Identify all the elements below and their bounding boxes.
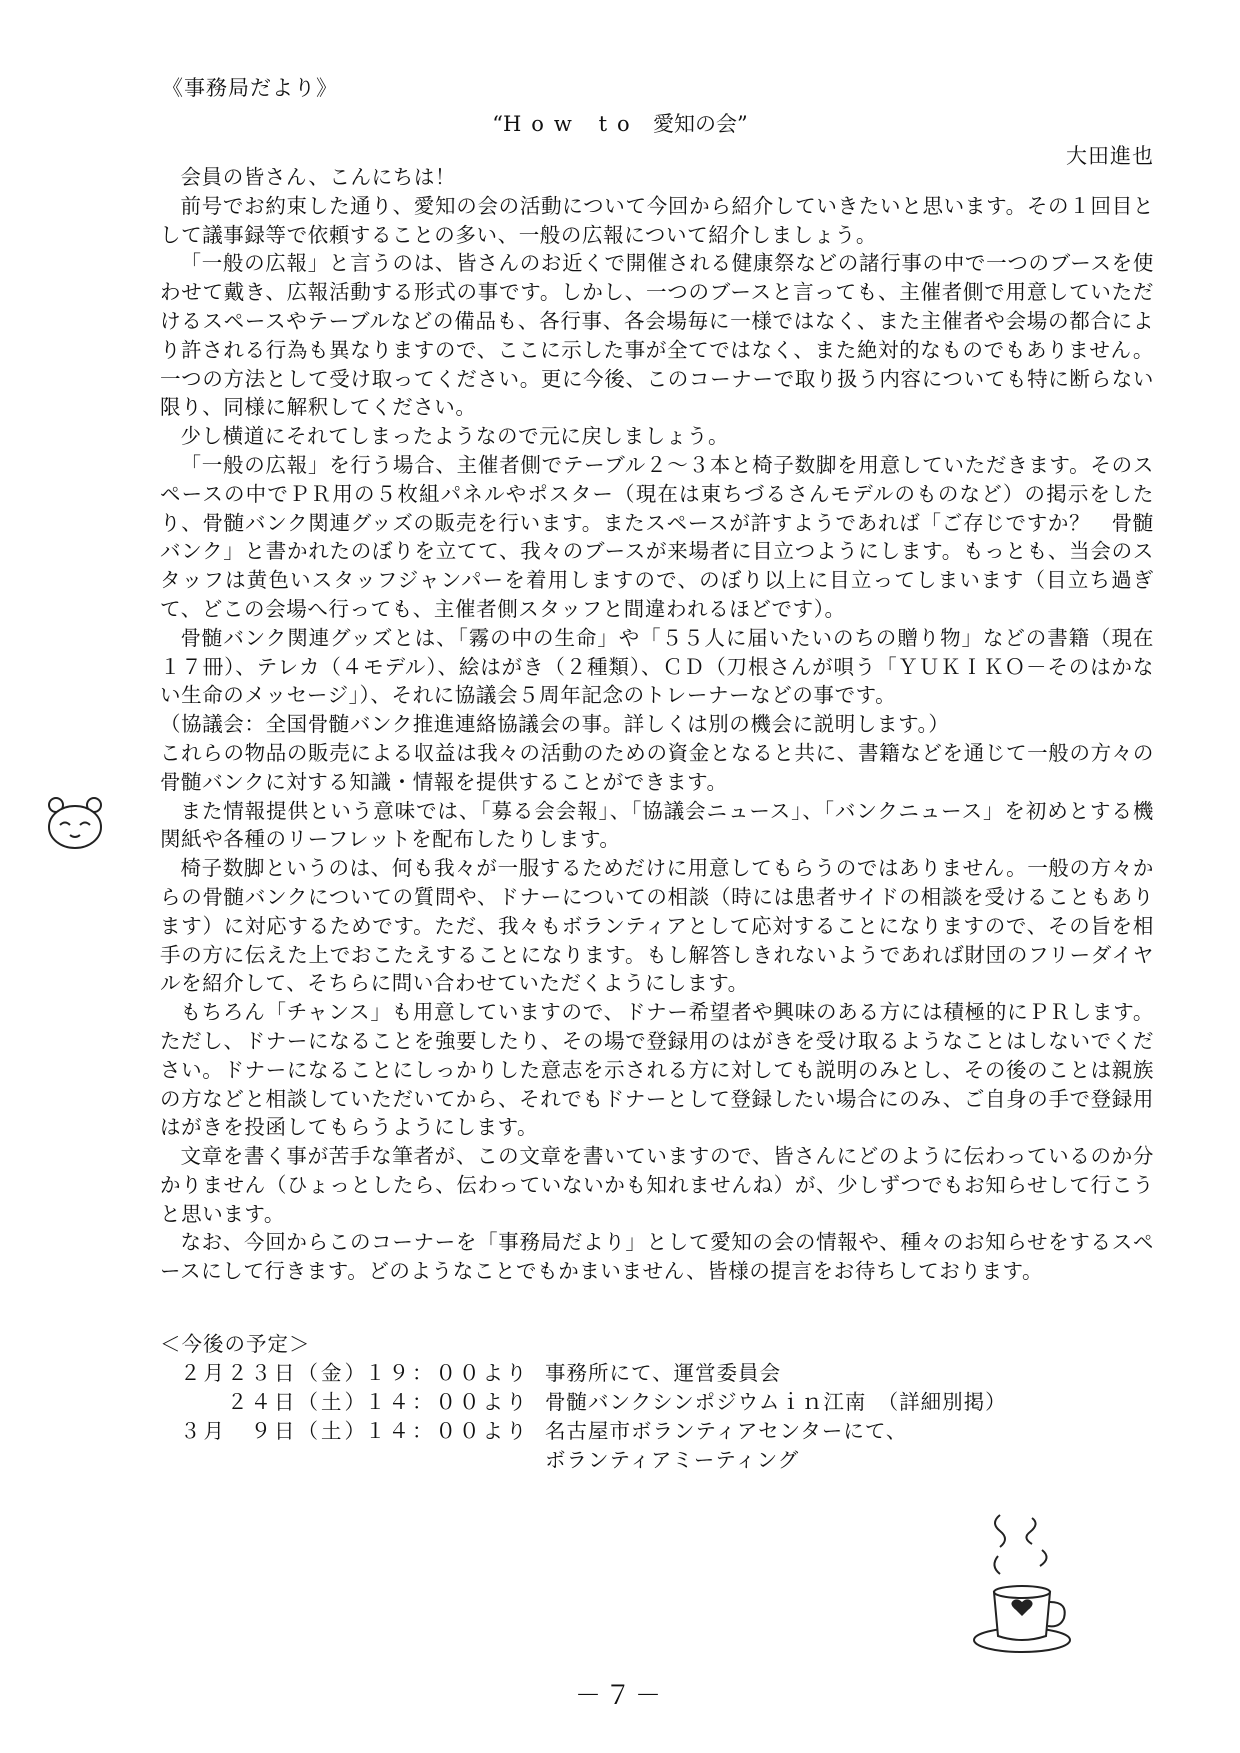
schedule-row: [160, 1417, 1007, 1446]
schedule-row: [160, 1446, 1007, 1475]
paragraph: 椅子数脚というのは、何も我々が一服するためだけに用意してもらうのではありません。一般の方々からの骨髄バンクについての質問や、ドナーについての相談（時には患者サイドの相談を受けることもあります）に対応するためです。ただ、我々もボランティアとして応対することになりますので、その旨を相手の方に伝えた上でおこたえすることになります。もし解答しきれないようであれば財団のフリーダイヤルを紹介して、そちらに問い合わせていただくようにします。: [160, 856, 1154, 996]
paragraph: 「一般の広報」と言うのは、皆さんのお近くで開催される健康祭などの諸行事の中で一つのブースを使わせて戴き、広報活動する形式の事です。しかし、一つのブースと言っても、主催者側で用意していただけるスペースやテーブルなどの備品も、各行事、各会場毎に一様ではなく、また主催者や会場の都合により許される行為も異なりますので、ここに示した事が全てではなく、また絶対的なものでもありません。一つの方法として受け取ってください。更に今後、このコーナーで取り扱う内容についても特に断らない限り、同様に解釈してください。: [160, 251, 1154, 420]
schedule-date: ２月２３日（金）: [180, 1361, 368, 1385]
article-title: [0, 108, 1240, 138]
schedule-description: 事務所にて、運営委員会: [545, 1361, 782, 1385]
title-open-quote: “: [492, 112, 503, 136]
paragraph: 「一般の広報」を行う場合、主催者側でテーブル２～３本と椅子数脚を用意していただきます。そのスペースの中でＰＲ用の５枚組パネルやポスター（現在は東ちづるさんモデルのものなど）の掲示をしたり、骨髄バンク関連グッズの販売を行います。またスペースが許すようであれば「ご存じですか？ 骨髄バンク」と書かれたのぼりを立てて、我々のブースが来場者に目立つようにします。もっとも、当会のスタッフは黄色いスタッフジャンパーを着用しますので、のぼり以上に目立ってしまいます（目立ち過ぎて、どこの会場へ行っても、主催者側スタッフと間違われるほどです）。: [160, 452, 1154, 621]
paragraph: もちろん「チャンス」も用意していますので、ドナー希望者や興味のある方には積極的にＰＲします。ただし、ドナーになることを強要したり、その場で登録用のはがきを受け取るようなことはしないでください。ドナーになることにしっかりした意志を示される方に対しても説明のみとし、その後のことは親族の方などと相談していただいてから、それでもドナーとして登録したい場合にのみ、ご自身の手で登録用はがきを投函してもらうようにします。: [160, 1000, 1154, 1140]
schedule-section: [160, 1330, 1007, 1475]
schedule-time: [365, 1446, 545, 1475]
title-english: How to: [502, 112, 640, 136]
schedule-date: ３月 ９日（土）: [180, 1419, 368, 1443]
schedule-description: ボランティアミーティング: [545, 1448, 800, 1472]
schedule-row: [160, 1388, 1007, 1417]
paragraph: また情報提供という意味では、「募る会会報」、「協議会ニュース」、「バンクニュース」を初めとする機関紙や各種のリーフレットを配布したりします。: [160, 798, 1154, 852]
article-body: [160, 163, 1154, 1286]
coffee-cup-doodle-icon: [960, 1510, 1090, 1660]
schedule-time: １４：００より: [365, 1390, 530, 1414]
schedule-date: ２４日（土）: [180, 1390, 368, 1414]
paragraph-greeting: 会員の皆さん、こんにちは！: [180, 165, 457, 189]
schedule-description: 骨髄バンクシンポジウムｉｎ江南 （詳細別掲）: [545, 1390, 1007, 1414]
paragraph: これらの物品の販売による収益は我々の活動のための資金となると共に、書籍などを通じて一般の方々の骨髄バンクに対する知識・情報を提供することができます。: [160, 740, 1154, 794]
schedule-time: １４：００より: [365, 1419, 530, 1443]
paragraph: 前号でお約束した通り、愛知の会の活動について今回から紹介していきたいと思います。その１回目として議事録等で依頼することの多い、一般の広報について紹介しましょう。: [160, 193, 1154, 247]
schedule-time: １９：００より: [365, 1361, 530, 1385]
author-name: 大田進也: [1066, 144, 1154, 168]
paragraph-note: （協議会：全国骨髄バンク推進連絡協議会の事。詳しくは別の機会に説明します。）: [160, 712, 950, 737]
paragraph: 骨髄バンク関連グッズとは、「霧の中の生命」や「５５人に届いたいのちの贈り物」などの書籍（現在１７冊）、テレカ（４モデル）、絵はがき（２種類）、ＣＤ（刀根さんが唄う「ＹＵＫＩＫＯ－そのはかない生命のメッセージ」）、それに協議会５周年記念のトレーナーなどの事です。: [160, 625, 1154, 708]
paragraph: なお、今回からこのコーナーを「事務局だより」として愛知の会の情報や、種々のお知らせをするスペースにして行きます。どのようなことでもかまいません、皆様の提言をお待ちしております。: [160, 1230, 1154, 1284]
schedule-description: 名古屋市ボランティアセンターにて、: [545, 1419, 908, 1443]
title-japanese: 愛知の会: [653, 112, 738, 136]
title-close-quote: ”: [737, 112, 748, 136]
schedule-date: [160, 1446, 365, 1475]
paragraph: 少し横道にそれてしまったようなので元に戻しましょう。: [180, 424, 730, 449]
schedule-heading: ＜今後の予定＞: [160, 1332, 311, 1356]
section-label: 《事務局だより》: [162, 76, 338, 100]
paragraph: 文章を書く事が苦手な筆者が、この文章を書いていますので、皆さんにどのように伝わっているのか分かりません（ひょっとしたら、伝わっていないかも知れませんね）が、少しずつでもお知らせして行こうと思います。: [160, 1144, 1154, 1226]
bear-face-doodle-icon: [44, 795, 106, 851]
schedule-row: [160, 1359, 1007, 1388]
page-number: －７－: [574, 1681, 665, 1711]
